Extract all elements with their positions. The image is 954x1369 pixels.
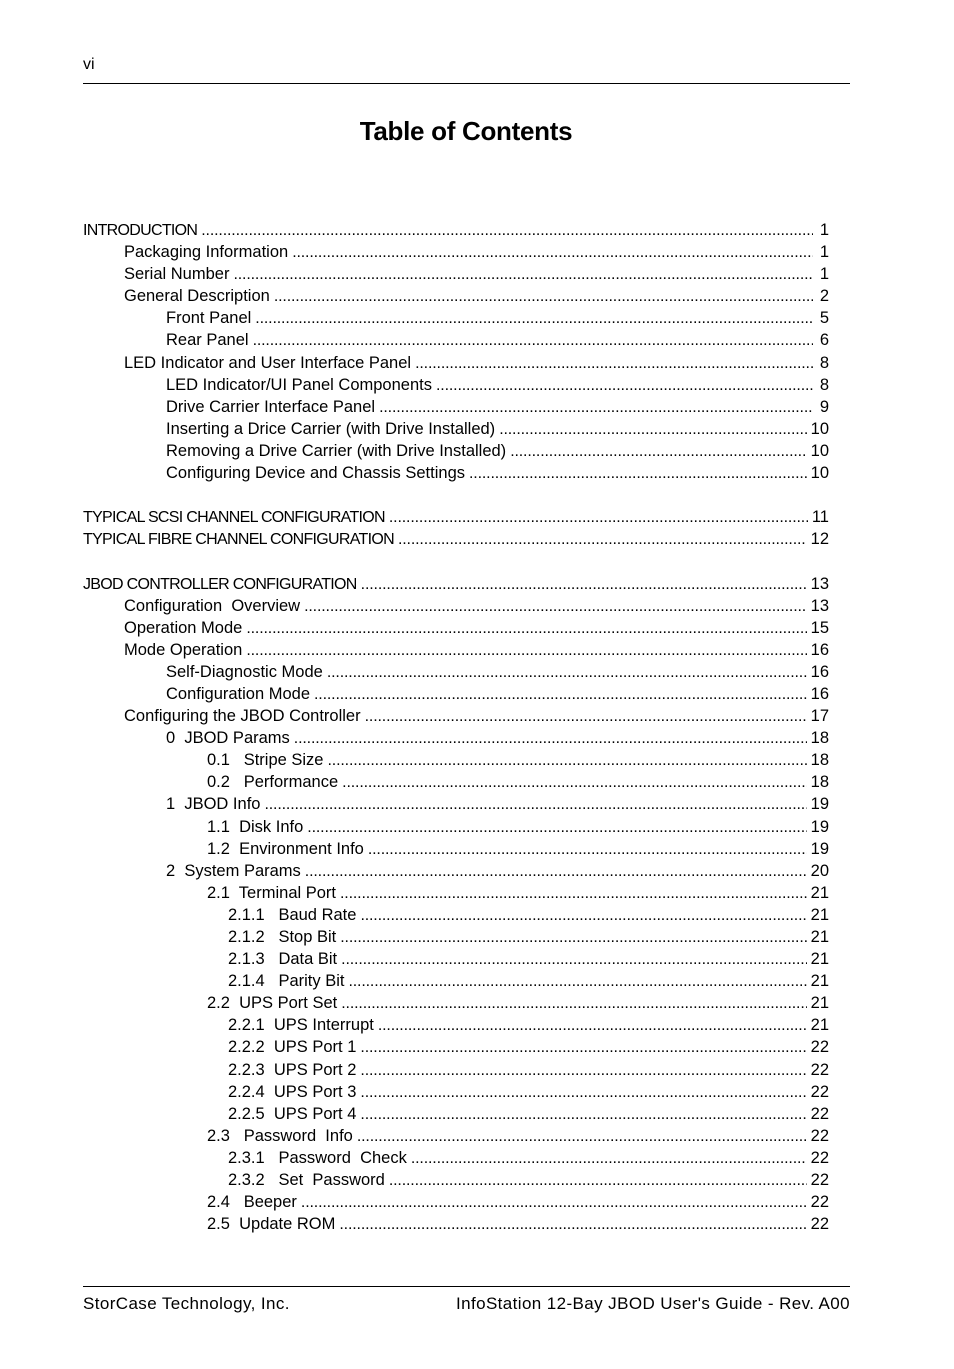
- toc-entry-page: 8: [819, 353, 829, 372]
- toc-dot-leader: [360, 1036, 806, 1059]
- toc-entry-label: 2.2 UPS Port Set: [207, 994, 338, 1013]
- toc-entry-label: Drive Carrier Interface Panel: [166, 397, 376, 416]
- toc-dot-leader: [365, 705, 807, 728]
- toc-dot-leader: [360, 904, 806, 927]
- toc-dot-leader: [378, 1014, 807, 1037]
- toc-entry[interactable]: [83, 860, 829, 882]
- toc-dot-leader: [510, 440, 806, 463]
- toc-entry[interactable]: [83, 374, 829, 396]
- toc-entry-label: 1 JBOD Info: [166, 795, 261, 814]
- toc-dot-leader: [499, 418, 806, 441]
- toc-dot-leader: [341, 992, 806, 1015]
- toc-entry-label: 2.1.2 Stop Bit: [228, 928, 337, 946]
- toc-entry-label: 0.1 Stripe Size: [207, 751, 324, 770]
- toc-entry-label: 2.3.2 Set Password: [228, 1171, 385, 1190]
- toc-dot-leader: [340, 882, 807, 905]
- toc-entry-page: 18: [810, 751, 829, 770]
- toc-dot-leader: [246, 639, 806, 662]
- header-rule: [83, 83, 850, 84]
- toc-entry-page: 18: [810, 773, 829, 792]
- toc-dot-leader: [348, 970, 806, 993]
- toc-entry-page: 13: [810, 574, 829, 593]
- toc-entry[interactable]: [83, 241, 829, 263]
- toc-entry-label: LED Indicator/UI Panel Components: [166, 375, 432, 394]
- toc-entry[interactable]: [83, 705, 829, 727]
- toc-dot-leader: [415, 352, 813, 375]
- toc-entry-page: 21: [810, 1016, 829, 1035]
- toc-entry-label: Configuring the JBOD Controller: [124, 707, 361, 726]
- toc-entry-label: Operation Mode: [124, 618, 243, 637]
- toc-entry-page: 10: [810, 419, 829, 438]
- footer-rule: [83, 1286, 850, 1287]
- toc-entry-label: JBOD CONTROLLER CONFIGURATION: [83, 575, 357, 593]
- toc-entry-page: 2: [819, 287, 829, 306]
- toc-dot-leader: [436, 374, 813, 397]
- page-title: Table of Contents: [359, 116, 573, 146]
- toc-entry-label: 2.1 Terminal Port: [207, 883, 337, 902]
- toc-dot-leader: [368, 838, 807, 861]
- toc-dot-leader: [327, 749, 806, 772]
- toc-entry-page: 16: [810, 684, 829, 703]
- toc-entry[interactable]: [83, 970, 829, 992]
- toc-entry-label: TYPICAL FIBRE CHANNEL CONFIGURATION: [83, 531, 394, 549]
- toc-entry-page: 13: [810, 596, 829, 615]
- toc-entry[interactable]: [83, 263, 829, 285]
- toc-entry-page: 1: [819, 221, 829, 239]
- toc-dot-leader: [292, 241, 813, 264]
- toc-entry-label: 2.2.5 UPS Port 4: [228, 1104, 357, 1123]
- toc-entry[interactable]: [83, 926, 829, 948]
- toc-entry-label: TYPICAL SCSI CHANNEL CONFIGURATION: [83, 509, 385, 527]
- toc-entry-label: Serial Number: [124, 265, 230, 284]
- toc-entry-page: 22: [810, 1082, 829, 1101]
- toc-entry[interactable]: [83, 1036, 829, 1058]
- toc-entry[interactable]: [83, 683, 829, 705]
- toc-entry[interactable]: [83, 727, 829, 749]
- toc-entry-label: 1.1 Disk Info: [207, 817, 304, 836]
- toc-entry[interactable]: [83, 1169, 829, 1191]
- toc-entry[interactable]: [83, 661, 829, 683]
- toc-entry[interactable]: [83, 639, 829, 661]
- toc-entry[interactable]: [83, 329, 829, 351]
- toc-entry-page: 11: [811, 508, 829, 527]
- toc-entry-page: 5: [819, 309, 829, 328]
- toc-entry-label: Mode Operation: [124, 640, 243, 659]
- toc-entry[interactable]: [83, 506, 829, 528]
- toc-entry-label: Rear Panel: [166, 331, 249, 350]
- toc-entry-page: 22: [810, 1148, 829, 1167]
- toc-entry-label: Front Panel: [166, 309, 252, 328]
- toc-entry-page: 22: [810, 1193, 829, 1212]
- toc-entry-label: 2.2.2 UPS Port 1: [228, 1038, 357, 1057]
- toc-entry-label: 2.2.1 UPS Interrupt: [228, 1016, 374, 1035]
- toc-entry[interactable]: [83, 882, 829, 904]
- toc-entry-page: 22: [810, 1171, 829, 1190]
- toc-entry-label: 1.2 Environment Info: [207, 839, 364, 858]
- toc-entry-page: 10: [810, 441, 829, 460]
- toc-entry-page: 19: [810, 839, 829, 858]
- toc-entry-page: 6: [819, 331, 829, 350]
- toc-entry-label: INTRODUCTION: [83, 222, 198, 239]
- toc-entry-label: 2.1.4 Parity Bit: [228, 972, 345, 991]
- toc-entry[interactable]: [83, 1014, 829, 1036]
- toc-entry-label: LED Indicator and User Interface Panel: [124, 353, 412, 372]
- toc-entry-page: 21: [810, 950, 829, 969]
- toc-entry[interactable]: [83, 352, 829, 374]
- toc-entry-page: 21: [810, 883, 829, 902]
- toc-entry-page: 17: [810, 707, 829, 726]
- toc-entry[interactable]: [83, 793, 829, 815]
- toc-dot-leader: [342, 771, 806, 794]
- toc-entry[interactable]: [83, 418, 829, 440]
- toc-entry-label: 0.2 Performance: [207, 773, 339, 792]
- toc-dot-leader: [469, 462, 807, 485]
- toc-entry-label: Self-Diagnostic Mode: [166, 662, 323, 681]
- toc-entry[interactable]: [83, 617, 829, 639]
- toc-entry-page: 22: [810, 1126, 829, 1145]
- toc-entry[interactable]: [83, 528, 829, 550]
- toc-entry-page: 22: [810, 1038, 829, 1057]
- toc-entry-label: 2.5 Update ROM: [207, 1215, 336, 1234]
- toc-entry[interactable]: [83, 396, 829, 418]
- toc-spacer: [83, 484, 829, 506]
- toc-dot-leader: [201, 219, 813, 242]
- toc-entry[interactable]: [83, 440, 829, 462]
- toc-entry-page: 16: [810, 640, 829, 659]
- toc-dot-leader: [246, 617, 806, 640]
- toc-entry[interactable]: [83, 816, 829, 838]
- toc-entry-page: 22: [810, 1215, 829, 1234]
- toc-entry-page: 21: [810, 905, 829, 924]
- toc-dot-leader: [305, 860, 807, 883]
- toc-entry-page: 22: [810, 1060, 829, 1079]
- toc-entry[interactable]: [83, 992, 829, 1014]
- toc-dot-leader: [233, 263, 813, 286]
- toc-entry-label: Removing a Drive Carrier (with Drive Installed): [166, 441, 507, 460]
- toc-entry-page: 21: [810, 994, 829, 1013]
- toc-dot-leader: [339, 1213, 806, 1236]
- toc-dot-leader: [411, 1147, 807, 1170]
- toc-entry-page: 19: [810, 817, 829, 836]
- toc-dot-leader: [253, 329, 813, 352]
- toc-entry-label: Configuring Device and Chassis Settings: [166, 464, 465, 483]
- toc-entry-label: 2.3.1 Password Check: [228, 1148, 407, 1167]
- toc-entry-page: 15: [810, 618, 829, 637]
- toc-entry[interactable]: [83, 771, 829, 793]
- toc-entry-label: 2.3 Password Info: [207, 1126, 353, 1145]
- toc-entry-label: 2.2.4 UPS Port 3: [228, 1082, 357, 1101]
- toc-dot-leader: [304, 595, 807, 618]
- toc-entry[interactable]: [83, 462, 829, 484]
- toc-entry-page: 1: [819, 265, 829, 284]
- toc-dot-leader: [294, 727, 807, 750]
- toc-dot-leader: [360, 1081, 806, 1104]
- toc-entry-page: 21: [810, 928, 829, 946]
- toc-entry[interactable]: [83, 595, 829, 617]
- toc-entry[interactable]: [83, 1125, 829, 1147]
- toc-entry-page: 20: [810, 861, 829, 880]
- toc-entry-page: 19: [810, 795, 829, 814]
- toc-dot-leader: [340, 926, 806, 949]
- toc-dot-leader: [307, 816, 806, 839]
- toc-entry-label: 2 System Params: [166, 861, 301, 880]
- table-of-contents: [83, 219, 829, 1235]
- toc-entry-page: 9: [819, 397, 829, 416]
- toc-entry-label: 0 JBOD Params: [166, 729, 290, 748]
- toc-dot-leader: [341, 948, 806, 971]
- toc-dot-leader: [361, 573, 807, 596]
- footer-company: StorCase Technology, Inc.: [83, 1294, 290, 1313]
- toc-entry[interactable]: [83, 1213, 829, 1235]
- toc-entry-page: 22: [810, 1104, 829, 1123]
- toc-entry[interactable]: [83, 573, 829, 595]
- toc-entry-label: 2.2.3 UPS Port 2: [228, 1060, 357, 1079]
- toc-dot-leader: [360, 1059, 806, 1082]
- toc-entry-label: Configuration Mode: [166, 684, 311, 703]
- toc-entry-page: 12: [810, 530, 829, 549]
- toc-dot-leader: [360, 1103, 806, 1126]
- toc-entry[interactable]: [83, 749, 829, 771]
- toc-dot-leader: [301, 1191, 807, 1214]
- toc-entry[interactable]: [83, 1147, 829, 1169]
- toc-entry[interactable]: [83, 1191, 829, 1213]
- toc-entry-page: 16: [810, 662, 829, 681]
- toc-entry-label: Packaging Information: [124, 243, 289, 262]
- toc-entry[interactable]: [83, 1103, 829, 1125]
- toc-dot-leader: [398, 528, 807, 551]
- toc-entry[interactable]: [83, 1059, 829, 1081]
- toc-dot-leader: [379, 396, 813, 419]
- toc-spacer: [83, 550, 829, 572]
- toc-entry-label: Configuration Overview: [124, 596, 301, 615]
- toc-dot-leader: [255, 307, 813, 330]
- toc-entry[interactable]: [83, 219, 829, 241]
- toc-entry[interactable]: [83, 285, 829, 307]
- toc-entry-label: 2.4 Beeper: [207, 1193, 297, 1212]
- toc-entry[interactable]: [83, 307, 829, 329]
- toc-entry-label: General Description: [124, 287, 270, 306]
- toc-dot-leader: [314, 683, 807, 706]
- toc-entry-page: 18: [810, 729, 829, 748]
- toc-dot-leader: [327, 661, 807, 684]
- toc-entry-page: 10: [810, 464, 829, 483]
- page-number: vi: [83, 56, 95, 73]
- toc-entry-page: 21: [810, 972, 829, 991]
- toc-dot-leader: [389, 506, 808, 529]
- toc-entry-label: 2.1.1 Baud Rate: [228, 905, 357, 924]
- toc-dot-leader: [264, 793, 806, 816]
- footer-document-title: InfoStation 12-Bay JBOD User's Guide - Rev. A00: [455, 1294, 850, 1313]
- toc-entry-label: Inserting a Drice Carrier (with Drive Installed): [166, 419, 496, 438]
- toc-entry[interactable]: [83, 838, 829, 860]
- toc-dot-leader: [357, 1125, 807, 1148]
- toc-dot-leader: [389, 1169, 807, 1192]
- toc-entry[interactable]: [83, 904, 829, 926]
- toc-entry[interactable]: [83, 948, 829, 970]
- toc-entry[interactable]: [83, 1081, 829, 1103]
- toc-entry-label: 2.1.3 Data Bit: [228, 950, 338, 969]
- toc-dot-leader: [274, 285, 813, 308]
- toc-entry-page: 1: [819, 243, 829, 262]
- toc-entry-page: 8: [819, 375, 829, 394]
